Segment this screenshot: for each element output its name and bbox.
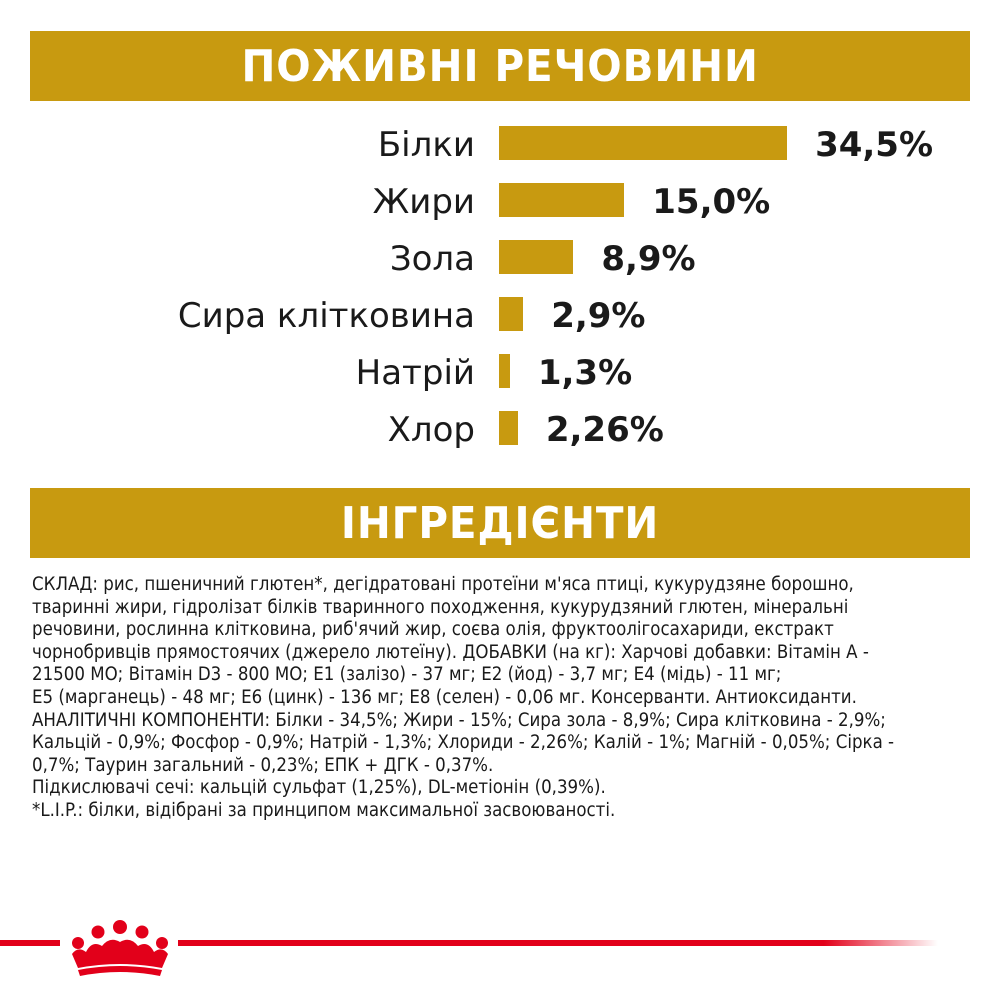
nutrient-label: Зола	[389, 239, 475, 279]
royal-canin-crown-icon	[66, 916, 174, 980]
nutrient-row	[0, 291, 1000, 341]
ingredients-line: СКЛАД: рис, пшеничний глютен*, дегідратовані протеїни м'яса птиці, кукурудзяне борошно,	[32, 574, 854, 595]
ingredients-line: 0,7%; Таурин загальний - 0,23%; ЕПК + ДГК - 0,37%.	[32, 754, 494, 776]
nutrient-bar	[499, 354, 510, 388]
ingredients-line: тваринні жири, гідролізат білків тваринного походження, кукурудзяний глютен, мінеральні	[32, 596, 849, 618]
nutrient-value-label: 34,5%	[815, 125, 934, 165]
ingredients-line: Е5 (марганець) - 48 мг; Е6 (цинк) - 136 мг; Е8 (селен) - 0,06 мг. Консерванти. Антиоксиданти.	[32, 686, 857, 708]
nutrients-banner	[30, 31, 970, 101]
nutrient-label: Сира клітковина	[177, 296, 475, 336]
nutrient-bar	[499, 411, 518, 445]
ingredients-text	[32, 574, 972, 823]
ingredients-line: чорнобривців прямостоячих (джерело лютеїну). ДОБАВКИ (на кг): Харчові добавки: Вітамін А -	[32, 641, 869, 663]
ingredients-banner	[30, 488, 970, 558]
nutrient-label: Натрій	[355, 353, 475, 393]
nutrient-label: Хлор	[387, 410, 475, 450]
nutrient-bar-chart	[0, 120, 1000, 460]
ingredients-line: речовини, рослинна клітковина, риб'ячий жир, соєва олія, фруктоолігосахариди, екстракт	[32, 619, 834, 641]
ingredients-line: Підкислювачі сечі: кальцій сульфат (1,25%), DL-метіонін (0,39%).	[32, 777, 606, 799]
nutrient-row	[0, 177, 1000, 227]
nutrient-value-label: 2,26%	[545, 410, 664, 450]
nutrient-row	[0, 405, 1000, 455]
nutrients-title: ПОЖИВНІ РЕЧОВИНИ	[241, 40, 759, 92]
nutrient-row	[0, 234, 1000, 284]
red-line-right	[178, 940, 938, 946]
ingredients-title: ІНГРЕДІЄНТИ	[340, 497, 660, 549]
nutrient-value-label: 8,9%	[601, 239, 696, 279]
nutrient-label: Білки	[377, 125, 475, 165]
nutrient-value-label: 15,0%	[652, 182, 771, 222]
nutrient-bar	[499, 126, 787, 160]
nutrient-bar	[499, 297, 523, 331]
ingredients-line: 21500 МО; Вітамін D3 - 800 МО; Е1 (залізо) - 37 мг; Е2 (йод) - 3,7 мг; Е4 (мідь) - 11 мг;	[32, 664, 782, 686]
red-line-left	[0, 940, 60, 946]
ingredients-line: Кальцій - 0,9%; Фосфор - 0,9%; Натрій - 1,3%; Хлориди - 2,26%; Калій - 1%; Магній - 0,05%; Сірка -	[32, 732, 895, 754]
ingredients-line: АНАЛІТИЧНІ КОМПОНЕНТИ: Білки - 34,5%; Жири - 15%; Сира зола - 8,9%; Сира клітковина - 2,9%;	[32, 709, 886, 731]
nutrient-value-label: 2,9%	[551, 296, 646, 336]
nutrient-row	[0, 348, 1000, 398]
nutrient-bar	[499, 240, 573, 274]
nutrient-row	[0, 120, 1000, 170]
ingredients-line: *L.I.P.: білки, відібрані за принципом максимальної засвоюваності.	[32, 799, 616, 821]
nutrient-value-label: 1,3%	[537, 353, 633, 393]
nutrient-bar	[499, 183, 624, 217]
nutrient-label: Жири	[372, 182, 475, 222]
